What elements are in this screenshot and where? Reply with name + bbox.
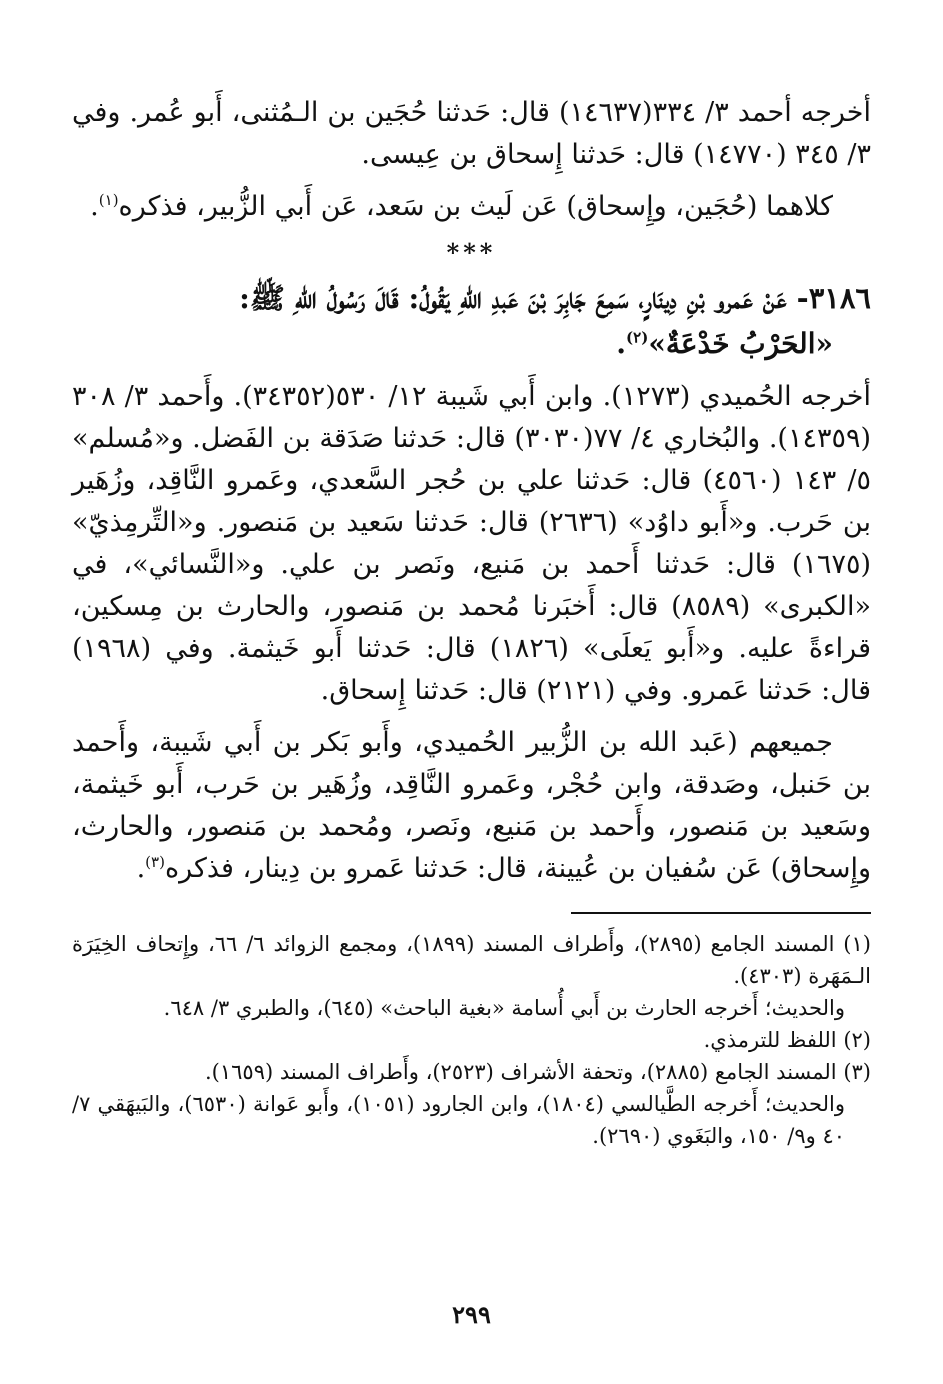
footnote-1: (١) المسند الجامع (٢٨٩٥)، وأَطراف المسند (١٨٩٩)، ومجمع الزوائد ٦/ ٦٦، وإِتحاف الخِيَرَة الـمَهَرة (٤٣٠٣).	[72, 932, 871, 988]
takhrij-paragraph-2: كلاهما (حُجَين، وإِسحاق) عَن لَيث بن سَعد، عَن أَبي الزُّبير، فذكره$^{(١)}$.	[90, 191, 833, 222]
footnote-ref-2: (٢)	[626, 328, 649, 347]
takhrij-paragraph-4-text: جميعهم (عَبد الله بن الزُّبير الحُميدي، وأَبو بَكر بن أَبي شَيبة، وأَحمد بن حَنبل، وصَدقة، وابن حُجْر، وعَمرو النَّاقِد، وزُهَير بن حَرب، أَبو خَيثمة، وسَعيد بن مَنصور، وأَحمد بن مَنيع، ونَصر، ومُحمد بن مَنصور، والحارث، وإِسحاق) عَن سُفيان بن عُيينة، قال: حَدثنا عَمرو بن دِينار، فذكره	[72, 727, 871, 884]
page-number: ٢٩٩	[452, 1300, 491, 1329]
footnote-3-continuation: والحديث؛ أَخرجه الطَّيالسي (١٨٠٤)، وابن الجارود (١٠٥١)، وأَبو عَوانة (٦٥٣٠)، والبَيهَقي ٧/ ٤٠ و٩/ ١٥٠، والبَغَوي (٢٦٩٠).	[72, 1092, 845, 1148]
hadith-matn: «الحَرْبُ خَدْعَةٌ»	[648, 327, 833, 360]
footnote-ref-1: (١)	[98, 191, 119, 209]
takhrij-paragraph-1: أخرجه أحمد ٣/ ٣٣٤(١٤٦٣٧) قال: حَدثنا حُجَين بن الـمُثنى، أَبو عُمر. وفي ٣/ ٣٤٥ (١٤٧٧٠) قال: حَدثنا إِسحاق بن عِيسى.	[72, 97, 871, 170]
hadith-text: «الحَرْبُ خَدْعَةٌ»$^{(٢)}$.	[616, 327, 833, 360]
takhrij-paragraph-2-text: كلاهما (حُجَين، وإِسحاق) عَن لَيث بن سَعد، عَن أَبي الزُّبير، فذكره	[118, 191, 833, 222]
section-separator: ***	[446, 238, 497, 267]
takhrij-paragraph-4: جميعهم (عَبد الله بن الزُّبير الحُميدي، وأَبو بَكر بن أَبي شَيبة، وأَحمد بن حَنبل، وصَدقة، وابن حُجْر، وعَمرو النَّاقِد، وزُهَير بن حَرب، أَبو خَيثمة، وسَعيد بن مَنصور، وأَحمد بن مَنيع، ونَصر، ومُحمد بن مَنصور، والحارث، وإِسحاق) عَن سُفيان بن عُيينة، قال: حَدثنا عَمرو بن دِينار، فذكره$^{(٣)}$.	[72, 727, 871, 884]
footnote-2: (٢) اللفظ للترمذي.	[703, 1028, 871, 1052]
footnote-3: (٣) المسند الجامع (٢٨٨٥)، وتحفة الأشراف (٢٥٢٣)، وأَطراف المسند (١٦٥٩).	[205, 1060, 871, 1084]
footnote-1-continuation: والحديث؛ أَخرجه الحارث بن أَبي أُسامة «بغية الباحث» (٦٤٥)، والطبري ٣/ ٦٤٨.	[163, 996, 845, 1020]
footnote-divider	[571, 912, 871, 914]
hadith-heading: ٣١٨٦- عَنْ عَمرو بْنِ دِينَارٍ، سَمِعَ جَابِرَ بْنَ عَبدِ اللهِ يَقُولُ: قَالَ رَسُولُ اللهِ ﷺ:	[239, 281, 871, 315]
footnote-ref-3: (٣)	[145, 853, 165, 871]
takhrij-paragraph-3: أخرجه الحُميدي (١٢٧٣). وابن أَبي شَيبة ١٢/ ٥٣٠(٣٤٣٥٢). وأَحمد ٣/ ٣٠٨ (١٤٣٥٩). والبُخاري ٤/ ٧٧(٣٠٣٠) قال: حَدثنا صَدَقة بن الفَضل. و«مُسلم» ٥/ ١٤٣ (٤٥٦٠) قال: حَدثنا علي بن حُجر السَّعدي، وعَمرو النَّاقِد، وزُهَير بن حَرب. و«أَبو داوُد» (٢٦٣٦) قال: حَدثنا سَعيد بن مَنصور. و«التِّرمِذيّ» (١٦٧٥) قال: حَدثنا أَحمد بن مَنيع، ونَصر بن علي. و«النَّسائي»، في «الكبرى» (٨٥٨٩) قال: أَخبَرنا مُحمد بن مَنصور، والحارث بن مِسكين، قراءةً عليه. و«أَبو يَعلَى» (١٨٢٦) قال: حَدثنا أَبو خَيثمة. وفي (١٩٦٨) قال: حَدثنا عَمرو. وفي (٢١٢١) قال: حَدثنا إِسحاق.	[72, 381, 872, 706]
